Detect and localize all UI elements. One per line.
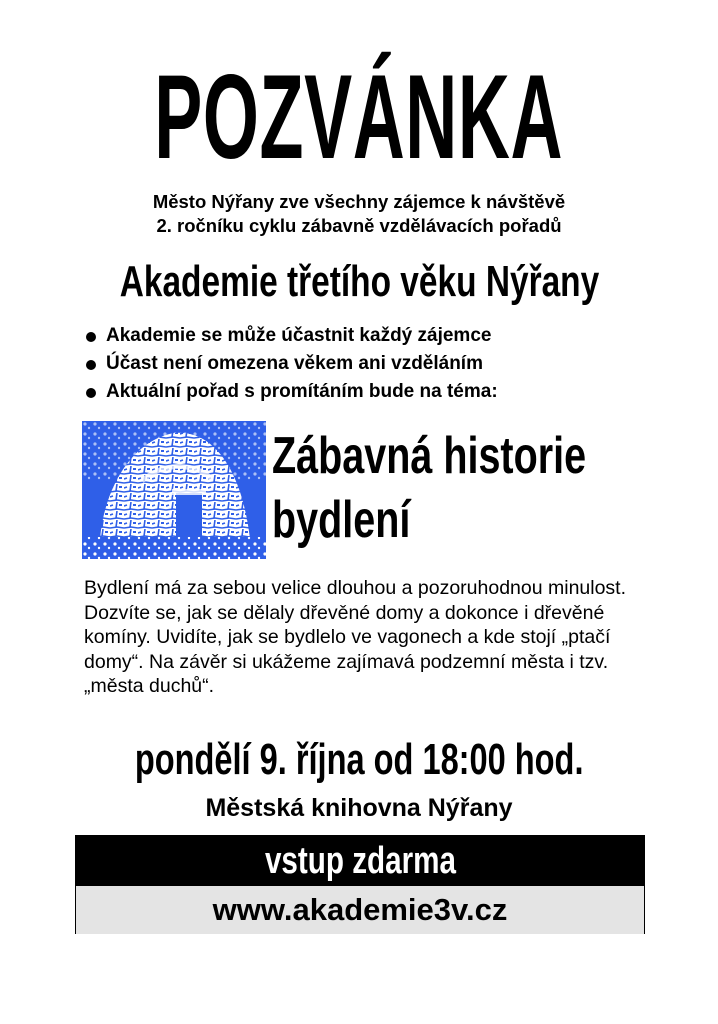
free-entry-banner: vstup zdarma: [76, 836, 644, 886]
intro-line-2: 2. ročníku cyklu zábavně vzdělávacích pořadů: [156, 215, 562, 236]
program-description: Bydlení má za sebou velice dlouhou a pozoruhodnou minulost. Dozvíte se, jak se dělaly dřevěné domy a dokonce i dřevěné komíny. Uvidíte, jak se bydlelo ve vagonech a kde stojí „ptačí domy“. Na závěr si ukážeme zajímavá podzemní města i tzv. „města duchů“.: [84, 577, 627, 697]
list-item: Akademie se může účastnit každý zájemce: [84, 322, 644, 350]
list-item: Účast není omezena věkem ani vzděláním: [84, 350, 644, 378]
intro-line-1: Město Nýřany zve všechny zájemce k návštěvě: [152, 191, 566, 212]
intro-text: [0, 190, 718, 238]
website-link[interactable]: www.akademie3v.cz: [76, 886, 644, 934]
event-date: pondělí 9. října od 18:00 hod.: [134, 735, 584, 784]
topic-line-1: Zábavná historie: [272, 427, 587, 485]
stone-hut-photo: [82, 421, 266, 559]
event-series-title: Akademie třetího věku Nýřany: [119, 257, 599, 306]
program-topic-title: [272, 424, 692, 552]
topic-line-2: bydlení: [272, 491, 411, 549]
event-venue: Městská knihovna Nýřany: [205, 794, 513, 822]
list-item: Aktuální pořad s promítáním bude na téma:: [84, 378, 644, 406]
footer-box: [75, 835, 645, 934]
info-bullet-list: [84, 322, 644, 406]
page-title: POZVÁNKA: [154, 50, 564, 184]
